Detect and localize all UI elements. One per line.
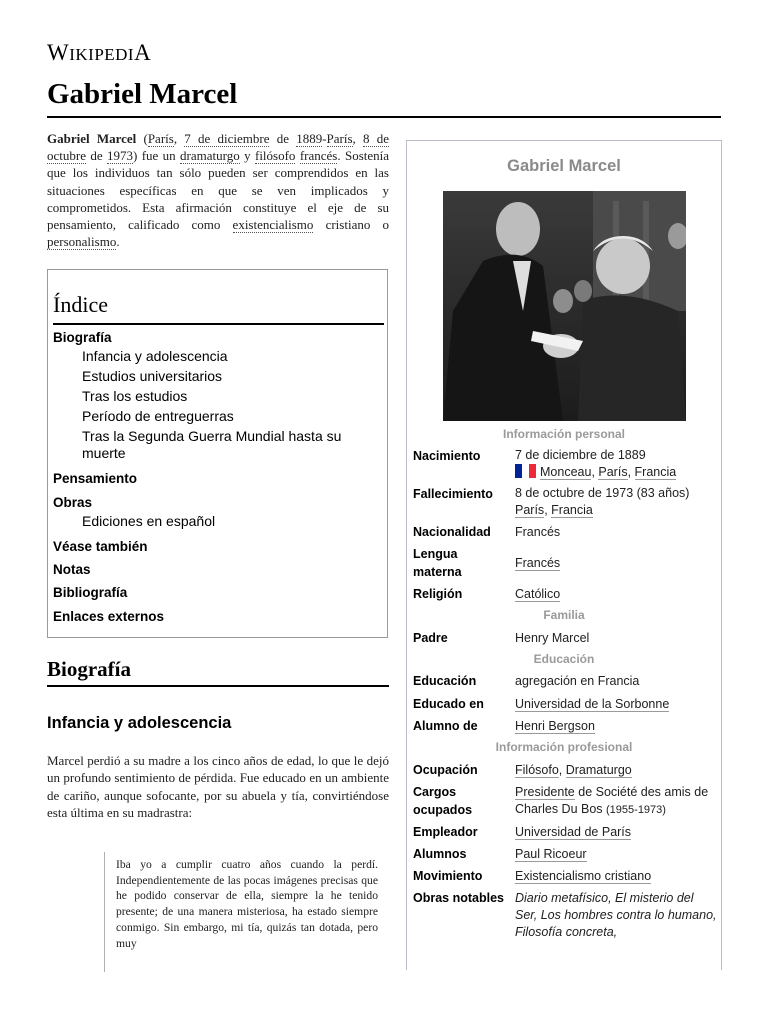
label-ocupacion: Ocupación — [413, 763, 478, 777]
intro-text: cristiano o — [313, 217, 389, 233]
obras-list: Diario metafísico, El misterio del Ser, Los hombres contra lo humano, Filosofía concreta, — [515, 891, 717, 939]
label-obras-notables: Obras notables — [413, 891, 504, 905]
label-nacionalidad: Nacionalidad — [413, 525, 491, 539]
link-death-year[interactable]: 1973 — [107, 148, 133, 164]
value-fallecimiento — [515, 485, 719, 519]
link-existencialismo-cristiano[interactable]: Existencialismo cristiano — [515, 869, 652, 883]
section-divider — [47, 685, 389, 687]
link-bergson[interactable]: Henri Bergson — [515, 719, 595, 733]
link-paris-death[interactable]: París — [515, 503, 545, 517]
link-birth-year[interactable]: 1889 — [296, 131, 323, 146]
label-fallecimiento: Fallecimiento — [413, 487, 493, 501]
link-death-place[interactable]: París — [326, 131, 353, 146]
intro-column — [47, 130, 389, 250]
intro-paragraph — [47, 130, 389, 250]
page-title: Gabriel Marcel — [47, 78, 238, 110]
link-universidad-paris[interactable]: Universidad de París — [515, 825, 632, 839]
value-padre: Henry Marcel — [515, 631, 590, 645]
link-dramaturgo-ocupacion[interactable]: Dramaturgo — [565, 763, 632, 777]
link-filosofo[interactable]: filósofo — [254, 148, 296, 164]
wordmark-middle: IKIPEDI — [69, 45, 135, 64]
label-alumno-de: Alumno de — [413, 719, 478, 733]
portrait-photo[interactable] — [443, 191, 686, 421]
link-francia-death[interactable]: Francia — [551, 503, 593, 517]
intro-text: y — [239, 148, 255, 164]
label-educado-en: Educado en — [413, 697, 484, 711]
fallecimiento-date: 8 de octubre de 1973 (83 años) — [515, 486, 690, 500]
link-dramaturgo[interactable]: dramaturgo — [180, 148, 240, 164]
title-divider — [47, 116, 721, 118]
infobox-section-profesional: Información profesional — [495, 740, 633, 754]
value-educacion: agregación en Francia — [515, 674, 640, 688]
france-flag-icon — [515, 464, 536, 478]
label-educacion: Educación — [413, 674, 477, 688]
link-sorbonne[interactable]: Universidad de la Sorbonne — [515, 697, 670, 711]
toc-item-ediciones[interactable]: Ediciones en español — [82, 513, 216, 529]
value-nacimiento — [515, 447, 719, 481]
quote-bar — [104, 852, 105, 972]
label-cargos: Cargos ocupados — [413, 785, 473, 817]
intro-text: . — [116, 234, 120, 250]
wordmark-w: W — [47, 40, 70, 65]
link-death-date[interactable]: 8 de octubre — [47, 131, 389, 164]
label-nacimiento: Nacimiento — [413, 449, 481, 463]
link-frances-lengua[interactable]: Francés — [515, 556, 561, 570]
toc-item-infancia[interactable]: Infancia y adolescencia — [82, 348, 228, 364]
intro-subject-name: Gabriel Marcel — [47, 131, 137, 146]
link-catolico[interactable]: Católico — [515, 587, 561, 601]
value-movimiento — [515, 868, 719, 885]
label-padre: Padre — [413, 631, 448, 645]
label-movimiento: Movimiento — [413, 869, 483, 883]
value-empleador — [515, 824, 719, 841]
biografia-paragraph: Marcel perdió a su madre a los cinco años de edad, lo que le dejó un profundo sentimiento de pérdida. Fue educado en un ambiente de cariño, aunque sofocante, por su abuela y tía, convirtiéndose esta última en su madrastra: — [47, 753, 389, 820]
infobox-section-familia: Familia — [543, 608, 585, 622]
toc-item-enlaces[interactable]: Enlaces externos — [53, 609, 165, 624]
nacimiento-place: Monceau, París, Francia — [515, 464, 719, 481]
toc-title: Índice — [53, 292, 108, 317]
toc-item-bibliografia[interactable]: Bibliografía — [53, 585, 128, 600]
toc-item-biografia[interactable]: Biografía — [53, 330, 112, 345]
intro-text: , — [352, 131, 363, 146]
label-religion: Religión — [413, 587, 463, 601]
intro-text: de — [269, 131, 297, 146]
intro-text: - — [322, 131, 327, 146]
intro-text: ( — [136, 131, 148, 146]
intro-text: de — [85, 148, 107, 164]
link-paris[interactable]: París — [598, 465, 628, 479]
toc-item-obras[interactable]: Obras — [53, 495, 93, 510]
intro-text: . Sostenía que los individuos tan sólo pueden ser comprendidos en las situaciones específicas en que se ven implicados y comprometidos. Esta afirmación constituye el eje de su pensamiento, calificado como — [47, 148, 390, 233]
blockquote: Iba yo a cumplir cuatro años cuando la perdí. Independientemente de las pocas imágenes precisas que he podido conservar de ella, siempre la he tenido presente; de una manera misteriosa, ha estado siempre conmigo. Sin embargo, mi tía, quizás tan dotada, pero muy — [116, 858, 378, 950]
link-presidente[interactable]: Presidente — [515, 785, 575, 799]
link-ricoeur[interactable]: Paul Ricoeur — [515, 847, 587, 861]
value-alumno-de — [515, 718, 719, 735]
link-frances[interactable]: francés — [299, 148, 338, 164]
link-filosofo-ocupacion[interactable]: Filósofo — [515, 763, 559, 777]
toc-item-notas[interactable]: Notas — [53, 562, 91, 577]
toc-item-entreguerras[interactable]: Período de entreguerras — [82, 408, 234, 424]
photo-illustration — [443, 191, 686, 421]
fallecimiento-place: París, Francia — [515, 503, 593, 517]
link-birth-place[interactable]: París — [147, 131, 174, 146]
link-monceau[interactable]: Monceau — [540, 465, 592, 479]
link-birth-date[interactable]: 7 de diciembre — [184, 131, 270, 146]
toc-divider — [53, 323, 384, 325]
link-francia[interactable]: Francia — [634, 465, 677, 479]
value-ocupacion: Filósofo, Dramaturgo — [515, 763, 632, 777]
cargos-years: (1955-1973) — [606, 804, 666, 816]
toc-item-tras-estudios[interactable]: Tras los estudios — [82, 388, 188, 404]
table-of-contents — [47, 269, 388, 638]
label-empleador: Empleador — [413, 825, 478, 839]
intro-text: ) fue un — [133, 148, 181, 164]
infobox — [406, 140, 722, 970]
toc-item-pensamiento[interactable]: Pensamiento — [53, 471, 138, 486]
cargos-text: de Société des amis de Charles Du Bos — [515, 785, 709, 816]
toc-item-segunda-guerra[interactable]: Tras la Segunda Guerra Mundial hasta su muerte — [82, 428, 342, 461]
intro-text: , — [173, 131, 185, 146]
infobox-section-personal: Información personal — [502, 427, 626, 441]
value-lengua-materna — [515, 555, 719, 572]
value-alumnos — [515, 846, 719, 863]
label-lengua-materna: Lengua materna — [413, 547, 462, 579]
value-cargos — [515, 784, 719, 819]
nacimiento-date: 7 de diciembre de 1889 — [515, 448, 646, 462]
value-obras-notables — [515, 890, 719, 941]
infobox-section-educacion: Educación — [533, 652, 595, 666]
toc-item-estudios[interactable]: Estudios universitarios — [82, 368, 223, 384]
infobox-title: Gabriel Marcel — [507, 157, 621, 175]
toc-item-vease[interactable]: Véase también — [53, 539, 148, 554]
subsection-heading-infancia: Infancia y adolescencia — [47, 714, 232, 732]
value-religion — [515, 586, 719, 603]
value-educado-en — [515, 696, 719, 713]
label-alumnos: Alumnos — [413, 847, 467, 861]
link-personalismo[interactable]: personalismo — [47, 234, 117, 250]
section-heading-biografia: Biografía — [47, 657, 131, 681]
wordmark-a: A — [134, 40, 152, 65]
wikipedia-wordmark[interactable] — [47, 40, 151, 66]
value-nacionalidad: Francés — [515, 525, 561, 539]
link-existencialismo[interactable]: existencialismo — [232, 217, 314, 233]
